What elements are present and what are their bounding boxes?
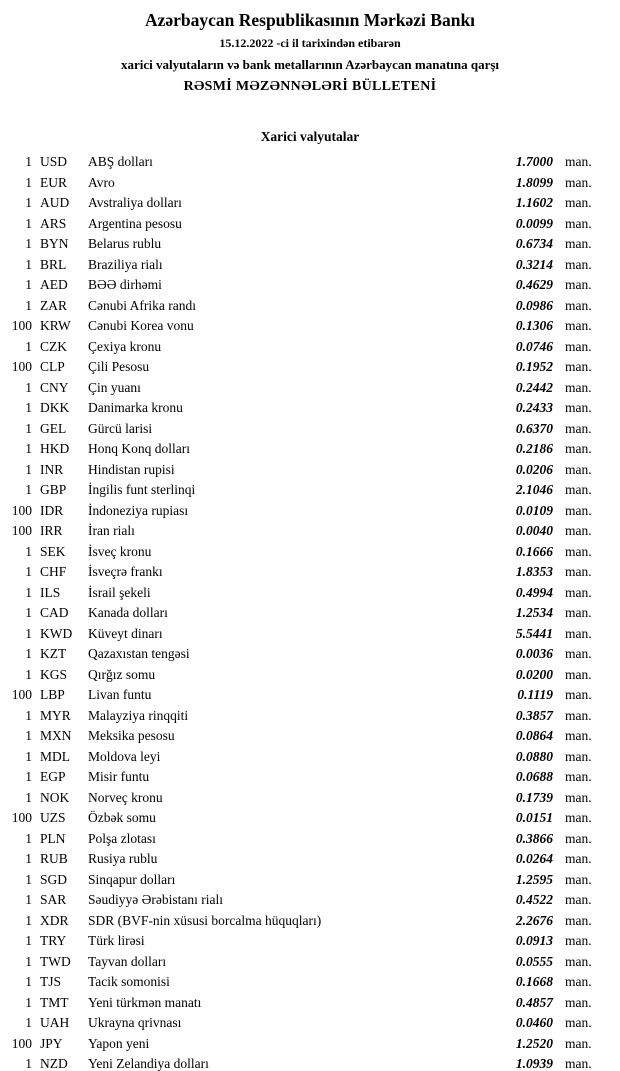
quantity: 1: [25, 420, 32, 436]
currency-code: INR: [40, 461, 64, 477]
currency-code: MYR: [40, 707, 71, 723]
quantity: 100: [11, 502, 32, 518]
rate-value: 1.2534: [515, 605, 553, 620]
currency-code: EUR: [40, 174, 67, 190]
currency-row: [8, 972, 597, 993]
currency-code: PLN: [40, 830, 66, 846]
quantity: 1: [25, 871, 32, 887]
quantity: 1: [25, 584, 32, 600]
quantity: 1: [25, 994, 32, 1010]
currency-code: LBP: [40, 687, 65, 702]
currency-row: [8, 378, 597, 399]
rate-value: 0.0460: [515, 1015, 553, 1030]
quantity: 1: [25, 953, 32, 969]
rate-unit: man.: [565, 400, 592, 415]
rate-value: 0.0880: [515, 748, 553, 764]
currency-code: IRR: [40, 523, 63, 538]
rate-value: 0.1119: [517, 687, 553, 702]
rate-unit: man.: [565, 974, 592, 989]
rate-unit: man.: [565, 318, 592, 333]
currency-name: Avro: [88, 174, 115, 190]
rate-unit: man.: [565, 912, 592, 928]
currency-name: SDR (BVF-nin xüsusi borcalma hüquqları): [88, 912, 322, 928]
currency-code: USD: [40, 154, 68, 169]
currency-name: Cənubi Korea vonu: [88, 318, 194, 333]
rate-value: 0.6734: [515, 236, 553, 251]
rate-unit: man.: [565, 1015, 592, 1030]
rate-unit: man.: [565, 1035, 592, 1051]
rate-value: 0.1952: [515, 359, 553, 374]
currency-name: Hindistan rupisi: [88, 461, 175, 477]
rate-unit: man.: [565, 482, 592, 497]
rate-value: 0.1666: [515, 543, 553, 559]
rate-unit: man.: [565, 502, 592, 518]
currency-row: [8, 316, 597, 337]
currency-code: BYN: [40, 236, 69, 251]
currency-code: CNY: [40, 379, 69, 395]
section-title: Xarici valyutalar: [260, 129, 360, 144]
currency-row: [8, 870, 597, 891]
rate-unit: man.: [565, 789, 592, 805]
currency-row: [8, 542, 597, 563]
rate-unit: man.: [565, 830, 592, 846]
currency-code: BRL: [40, 256, 67, 272]
currency-name: Yapon yeni: [88, 1035, 150, 1051]
currency-row: [8, 706, 597, 727]
currency-name: İngilis funt sterlinqi: [88, 482, 196, 497]
rate-unit: man.: [565, 256, 592, 272]
currency-name: Qazaxıstan tengəsi: [88, 646, 190, 661]
quantity: 100: [11, 810, 32, 825]
effective-date-line: 15.12.2022 -ci il tarixindən etibarən: [219, 36, 401, 50]
currency-row: [8, 521, 597, 542]
currency-name: İsrail şekeli: [88, 584, 151, 600]
quantity: 1: [25, 1015, 32, 1030]
currency-name: İndoneziya rupiası: [88, 502, 189, 518]
currency-row: [8, 911, 597, 932]
currency-name: Polşa zlotası: [88, 830, 156, 846]
currency-code: ZAR: [40, 297, 67, 313]
currency-row: [8, 993, 597, 1014]
currency-name: Malayziya rinqqiti: [88, 707, 189, 723]
currency-row: [8, 460, 597, 481]
currency-row: [8, 849, 597, 870]
currency-name: Qırğız somu: [88, 666, 156, 682]
rate-value: 0.0040: [515, 523, 553, 538]
currency-name: İsveç kronu: [88, 543, 152, 559]
currency-code: HKD: [40, 441, 70, 456]
currency-code: GBP: [40, 482, 67, 497]
subject-line: xarici valyutaların və bank metallarının Azərbaycan manatına qarşı: [120, 57, 500, 72]
quantity: 1: [25, 297, 32, 313]
currency-code: ARS: [40, 215, 67, 231]
rate-value: 0.2442: [515, 379, 553, 395]
rate-unit: man.: [565, 892, 592, 907]
currency-name: Cənubi Afrika randı: [88, 297, 196, 313]
currency-name: Rusiya rublu: [88, 851, 158, 866]
currency-code: CLP: [40, 359, 65, 374]
currency-code: IDR: [40, 502, 64, 518]
rate-unit: man.: [565, 215, 592, 231]
currency-name: Tayvan dolları: [88, 953, 167, 969]
quantity: 1: [25, 728, 32, 743]
rate-unit: man.: [565, 461, 592, 477]
currency-name: Çexiya kronu: [88, 338, 162, 354]
rate-unit: man.: [565, 933, 592, 948]
currency-row: [8, 583, 597, 604]
rate-unit: man.: [565, 441, 592, 456]
bulletin-title: RƏSMİ MƏZƏNNƏLƏRİ BÜLLETENİ: [183, 79, 437, 94]
quantity: 1: [25, 625, 32, 641]
quantity: 1: [25, 441, 32, 456]
rate-unit: man.: [565, 605, 592, 620]
rate-value: 0.1306: [515, 318, 553, 333]
currency-name: Çin yuanı: [88, 379, 141, 395]
currency-row: [8, 562, 597, 583]
rate-value: 0.4522: [515, 892, 553, 907]
rate-unit: man.: [565, 154, 592, 169]
currency-name: Səudiyyə Ərəbistanı rialı: [88, 892, 223, 907]
currency-code: TMT: [40, 994, 69, 1010]
currency-name: İsveçrə frankı: [88, 564, 163, 579]
currency-name: Ukrayna qrivnası: [88, 1015, 182, 1030]
currency-row: [8, 296, 597, 317]
currency-name: Braziliya rialı: [88, 256, 163, 272]
bulletin-header: [0, 10, 620, 96]
quantity: 1: [25, 1056, 32, 1071]
currency-code: UZS: [40, 810, 66, 825]
rate-unit: man.: [565, 195, 592, 210]
rate-unit: man.: [565, 748, 592, 764]
rate-value: 0.0688: [515, 769, 553, 784]
currency-code: AUD: [40, 195, 70, 210]
currency-name: İran rialı: [88, 523, 135, 538]
quantity: 1: [25, 277, 32, 292]
rate-unit: man.: [565, 646, 592, 661]
rate-unit: man.: [565, 277, 592, 292]
currency-name: ABŞ dolları: [88, 154, 153, 169]
rate-value: 0.4629: [515, 277, 553, 292]
rate-value: 0.0099: [515, 215, 553, 231]
quantity: 1: [25, 256, 32, 272]
quantity: 1: [25, 851, 32, 866]
currency-row: [8, 890, 597, 911]
currency-code: NZD: [40, 1056, 68, 1071]
currency-name: Honq Konq dolları: [88, 441, 190, 456]
quantity: 1: [25, 830, 32, 846]
quantity: 1: [25, 605, 32, 620]
currency-name: Özbək somu: [88, 810, 156, 825]
quantity: 1: [25, 215, 32, 231]
currency-row: [8, 726, 597, 747]
currency-row: [8, 603, 597, 624]
currency-name: Norveç kronu: [88, 789, 163, 805]
currency-row: [8, 1034, 597, 1055]
quantity: 1: [25, 789, 32, 805]
currency-name: Belarus rublu: [88, 236, 162, 251]
currency-code: CHF: [40, 564, 67, 579]
currency-code: KZT: [40, 646, 67, 661]
currency-code: DKK: [40, 400, 70, 415]
currency-row: [8, 952, 597, 973]
quantity: 1: [25, 195, 32, 210]
currency-row: [8, 214, 597, 235]
currency-code: MXN: [40, 728, 72, 743]
rate-unit: man.: [565, 625, 592, 641]
rate-unit: man.: [565, 584, 592, 600]
quantity: 1: [25, 482, 32, 497]
rate-unit: man.: [565, 687, 592, 702]
currency-name: Yeni türkmən manatı: [88, 994, 202, 1010]
currency-code: TRY: [40, 933, 67, 948]
bank-title: Azərbaycan Respublikasının Mərkəzi Bankı: [144, 10, 476, 30]
currency-row: [8, 747, 597, 768]
rate-value: 0.0036: [515, 646, 553, 661]
rate-unit: man.: [565, 236, 592, 251]
rate-unit: man.: [565, 359, 592, 374]
rate-value: 0.3214: [515, 256, 553, 272]
rate-value: 2.2676: [515, 912, 553, 928]
quantity: 1: [25, 892, 32, 907]
currency-code: UAH: [40, 1015, 70, 1030]
currency-code: GEL: [40, 420, 67, 436]
rate-unit: man.: [565, 707, 592, 723]
currency-code: SGD: [40, 871, 68, 887]
quantity: 1: [25, 174, 32, 190]
quantity: 100: [11, 523, 32, 538]
rate-unit: man.: [565, 564, 592, 579]
rate-unit: man.: [565, 1056, 592, 1071]
currency-row: [8, 275, 597, 296]
currency-code: NOK: [40, 789, 70, 805]
currency-name: Tacik somonisi: [88, 974, 170, 989]
rate-unit: man.: [565, 871, 592, 887]
quantity: 1: [25, 769, 32, 784]
currency-code: MDL: [40, 748, 70, 764]
quantity: 1: [25, 748, 32, 764]
rate-value: 0.0986: [515, 297, 553, 313]
rate-unit: man.: [565, 174, 592, 190]
rate-value: 1.1602: [515, 195, 553, 210]
currency-name: Moldova leyi: [88, 748, 161, 764]
rate-value: 0.1668: [515, 974, 553, 989]
rate-value: 0.0151: [515, 810, 553, 825]
rate-unit: man.: [565, 420, 592, 436]
rate-unit: man.: [565, 769, 592, 784]
rate-value: 0.0264: [515, 851, 553, 866]
currency-row: [8, 439, 597, 460]
quantity: 1: [25, 974, 32, 989]
currency-code: KRW: [40, 318, 71, 333]
currency-name: Türk lirəsi: [88, 933, 145, 948]
currency-row: [8, 931, 597, 952]
currency-row: [8, 1054, 597, 1071]
quantity: 100: [11, 1035, 32, 1051]
currency-name: Sinqapur dolları: [88, 871, 176, 887]
currency-row: [8, 644, 597, 665]
rate-unit: man.: [565, 338, 592, 354]
rate-unit: man.: [565, 728, 592, 743]
rate-value: 0.4994: [515, 584, 553, 600]
currency-code: SEK: [40, 543, 66, 559]
rate-value: 0.0913: [515, 933, 553, 948]
quantity: 1: [25, 461, 32, 477]
rate-value: 1.7000: [515, 154, 553, 169]
rate-unit: man.: [565, 379, 592, 395]
rate-unit: man.: [565, 666, 592, 682]
currency-row: [8, 808, 597, 829]
rate-value: 1.8099: [515, 174, 553, 190]
quantity: 1: [25, 379, 32, 395]
currency-name: BƏƏ dirhəmi: [88, 277, 162, 292]
rate-value: 0.0555: [515, 953, 553, 969]
quantity: 1: [25, 154, 32, 169]
currency-row: [8, 337, 597, 358]
currency-row: [8, 255, 597, 276]
rate-value: 1.2595: [515, 871, 553, 887]
currency-code: XDR: [40, 912, 69, 928]
quantity: 1: [25, 543, 32, 559]
rate-value: 0.0206: [515, 461, 553, 477]
rate-value: 0.3857: [515, 707, 553, 723]
rate-unit: man.: [565, 810, 592, 825]
rate-value: 0.0109: [515, 502, 553, 518]
quantity: 1: [25, 564, 32, 579]
rate-value: 0.0864: [515, 728, 553, 743]
quantity: 100: [11, 318, 32, 333]
rate-value: 5.5441: [515, 625, 553, 641]
quantity: 100: [11, 687, 32, 702]
currency-code: KWD: [40, 625, 73, 641]
rate-value: 1.0939: [515, 1056, 553, 1071]
quantity: 1: [25, 666, 32, 682]
currency-name: Gürcü larisi: [88, 420, 153, 436]
currency-code: CZK: [40, 338, 67, 354]
currency-code: TWD: [40, 953, 71, 969]
rate-value: 0.1739: [515, 789, 553, 805]
currency-name: Avstraliya dolları: [88, 195, 182, 210]
currency-row: [8, 419, 597, 440]
currency-code: AED: [40, 277, 68, 292]
currency-row: [8, 767, 597, 788]
currency-name: Danimarka kronu: [88, 400, 183, 415]
rate-unit: man.: [565, 297, 592, 313]
currency-row: [8, 829, 597, 850]
currency-row: [8, 665, 597, 686]
rate-value: 0.6370: [515, 420, 553, 436]
currency-name: Livan funtu: [88, 687, 152, 702]
quantity: 1: [25, 933, 32, 948]
rate-value: 1.2520: [515, 1035, 553, 1051]
rate-value: 0.4857: [515, 994, 553, 1010]
currency-table: [0, 152, 620, 1071]
rate-unit: man.: [565, 851, 592, 866]
rate-value: 0.0200: [515, 666, 553, 682]
quantity: 100: [11, 359, 32, 374]
rate-unit: man.: [565, 543, 592, 559]
currency-row: [8, 480, 597, 501]
currency-row: [8, 624, 597, 645]
currency-name: Misir funtu: [88, 769, 150, 784]
currency-code: ILS: [40, 584, 61, 600]
currency-row: [8, 173, 597, 194]
rate-value: 0.2186: [515, 441, 553, 456]
currency-code: KGS: [40, 666, 68, 682]
rate-value: 0.3866: [515, 830, 553, 846]
currency-code: TJS: [40, 974, 62, 989]
currency-row: [8, 501, 597, 522]
quantity: 1: [25, 707, 32, 723]
rate-unit: man.: [565, 994, 592, 1010]
currency-code: CAD: [40, 605, 69, 620]
rate-value: 2.1046: [515, 482, 553, 497]
currency-name: Argentina pesosu: [88, 215, 182, 231]
currency-name: Kanada dolları: [88, 605, 168, 620]
quantity: 1: [25, 400, 32, 415]
quantity: 1: [25, 912, 32, 928]
currency-code: EGP: [40, 769, 66, 784]
currency-name: Meksika pesosu: [88, 728, 175, 743]
rate-unit: man.: [565, 523, 592, 538]
currency-row: [8, 398, 597, 419]
quantity: 1: [25, 338, 32, 354]
currency-code: RUB: [40, 851, 68, 866]
currency-name: Çili Pesosu: [88, 359, 150, 374]
currency-code: SAR: [40, 892, 67, 907]
currency-row: [8, 234, 597, 255]
currency-row: [8, 357, 597, 378]
currency-row: [8, 788, 597, 809]
currency-name: Yeni Zelandiya dolları: [88, 1056, 209, 1071]
rate-value: 0.0746: [515, 338, 553, 354]
quantity: 1: [25, 646, 32, 661]
currency-row: [8, 193, 597, 214]
rate-unit: man.: [565, 953, 592, 969]
rate-value: 0.2433: [515, 400, 553, 415]
rate-value: 1.8353: [515, 564, 553, 579]
currency-row: [8, 685, 597, 706]
quantity: 1: [25, 236, 32, 251]
currency-code: JPY: [40, 1035, 63, 1051]
currency-name: Küveyt dinarı: [88, 625, 163, 641]
currency-row: [8, 1013, 597, 1034]
currency-row: [8, 152, 597, 173]
